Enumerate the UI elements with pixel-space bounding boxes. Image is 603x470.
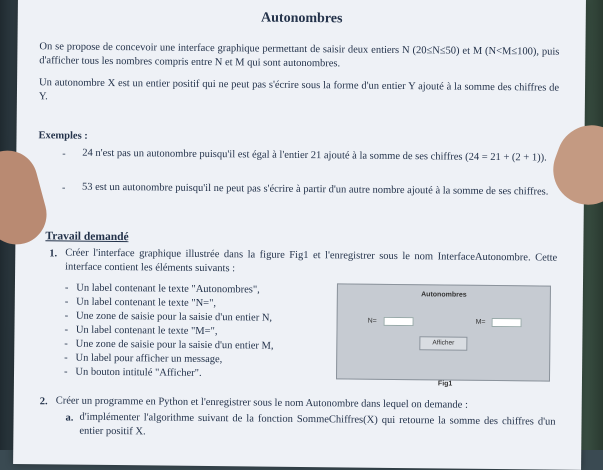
list-item: - Un bouton intitulé "Afficher".	[63, 366, 202, 379]
figure-n-label: N=	[367, 317, 377, 325]
list-item: - Un label contenant le texte "M=",	[64, 324, 218, 338]
list-item: - Une zone de saisie pour la saisie d'un entier M,	[64, 338, 274, 352]
example-2: 53 est un autonombre puisqu'il ne peut pas s'écrire à partir d'un autre nombre ajouté à la somme de ses chiffres.	[81, 181, 549, 198]
task-number: 1.	[49, 248, 58, 260]
task-number: 2.	[39, 396, 48, 408]
figure-caption: Fig1	[437, 380, 453, 388]
bullet-mark: -	[62, 148, 66, 160]
task-1-text: Créer l'interface graphique illustrée dans la figure Fig1 et l'enregistrer sous le nom InterfaceAutonombre. Cette interface contient les éléments suivants :	[65, 247, 558, 275]
definition-paragraph: Un autonombre X est un entier positif qui ne peut pas s'écrire sous la forme d'un entier Y ajouté à la somme des chiffres de Y.	[38, 77, 560, 103]
bullet-mark: -	[61, 182, 66, 194]
examples-label: Exemples :	[38, 130, 88, 142]
list-item: - Un label pour afficher un message,	[64, 352, 223, 366]
figure-interface-mockup	[336, 283, 551, 381]
figure-m-input	[492, 318, 522, 327]
document-page	[13, 0, 586, 470]
figure-afficher-button: Afficher	[419, 336, 467, 351]
figure-m-label: M=	[475, 318, 486, 326]
page-title: Autonombres	[260, 10, 343, 27]
task-2a-text: d'implémenter l'algorithme suivant de la fonction SommeChiffres(X) qui retourne la somme des chiffres d'un entier positif X.	[79, 411, 556, 438]
list-item: - Une zone de saisie pour la saisie d'un entier N,	[64, 310, 273, 324]
example-1: 24 n'est pas un autonombre puisqu'il est égal à l'entier 21 ajouté à la somme de ses chiffres (24 = 21 + (2 + 1)).	[82, 147, 547, 164]
figure-n-input	[384, 317, 414, 326]
intro-paragraph: On se propose de concevoir une interface graphique permettant de saisir deux entiers N (20≤N≤50) et M (N<M≤100), puis d'afficher tous les nombres compris entre N et M qui sont autonombres.	[39, 41, 560, 70]
figure-title: Autonombres	[421, 291, 467, 299]
list-item: - Un label contenant le texte "Autonombres",	[64, 282, 260, 296]
task-2-text: Créer un programme en Python et l'enregistrer sous le nom Autonombre dans lequel on demande :	[55, 395, 468, 411]
task-letter: a.	[65, 412, 74, 424]
list-item: - Un label contenant le texte "N=",	[64, 296, 217, 310]
section-title: Travail demandé	[45, 230, 129, 244]
